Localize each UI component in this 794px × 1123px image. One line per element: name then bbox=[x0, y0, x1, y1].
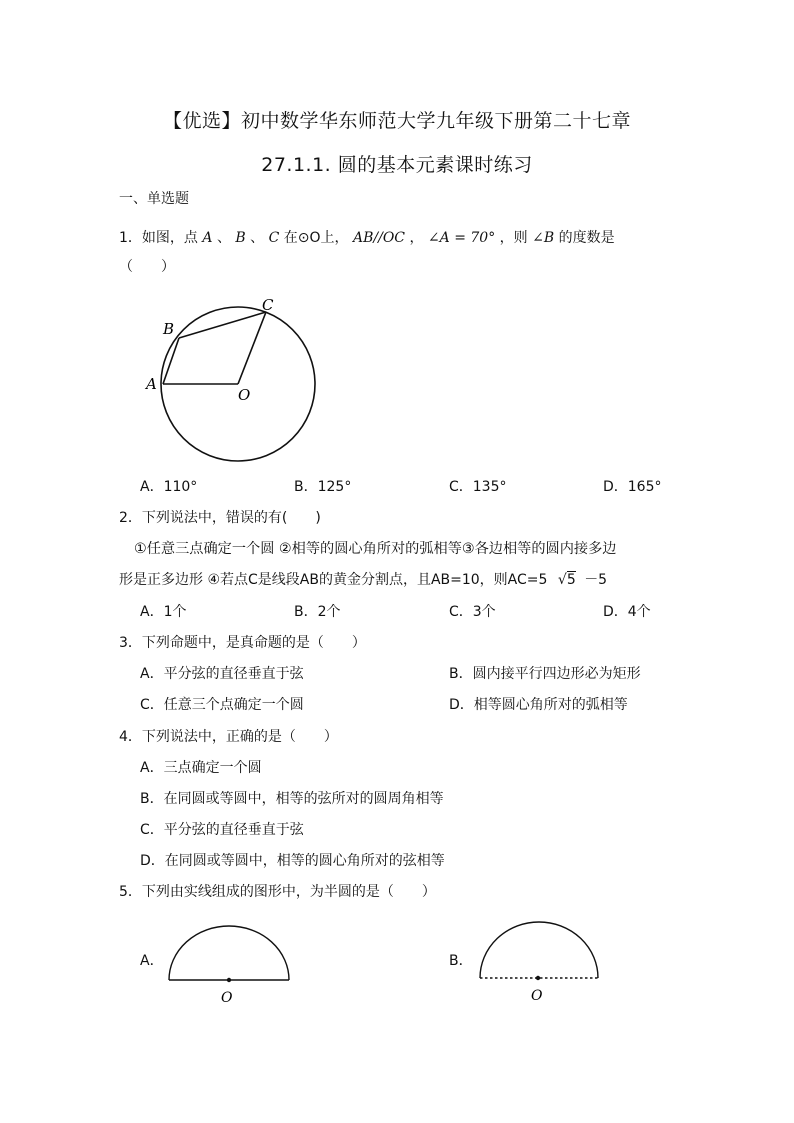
q3-option-b: B．圆内接平行四边形必为矩形 bbox=[449, 666, 641, 682]
q1-point-c: C bbox=[268, 230, 280, 246]
q4-option-b: B．在同圆或等圆中，相等的弦所对的圆周角相等 bbox=[140, 791, 444, 807]
q1-option-b: B．125° bbox=[294, 479, 352, 495]
q1-comma: ， bbox=[409, 230, 424, 246]
q1-suffix: 的度数是 bbox=[558, 230, 615, 246]
label-b: B bbox=[163, 320, 175, 338]
q1-sep-2: 、 bbox=[250, 230, 265, 246]
q5-option-b-label: B． bbox=[449, 953, 473, 969]
q2-line2-end: －5 bbox=[584, 572, 608, 588]
document-title-line2: 27.1.1. 圆的基本元素课时练习 bbox=[261, 154, 533, 176]
q3-option-d: D．相等圆心角所对的弧相等 bbox=[449, 697, 628, 713]
q2-line2-text: 形是正多边形 ④若点C是线段AB的黄金分割点，且AB=10，则AC=5 bbox=[119, 572, 548, 588]
q2-statement-line1: ①任意三点确定一个圆 ②相等的圆心角所对的弧相等③各边相等的圆内接多边 bbox=[134, 541, 617, 557]
q1-parallel: AB//OC bbox=[352, 230, 406, 246]
center-dot-b bbox=[536, 976, 540, 980]
q5-option-a-label: A． bbox=[140, 953, 164, 969]
question-1-stem bbox=[119, 228, 615, 248]
q2-statement-line2 bbox=[119, 570, 607, 590]
q1-sep-1: 、 bbox=[216, 230, 231, 246]
q3-option-a: A．平分弦的直径垂直于弦 bbox=[140, 666, 304, 682]
question-4-stem: 4．下列说法中，正确的是（ ） bbox=[119, 729, 338, 745]
q2-option-a: A．1个 bbox=[140, 604, 187, 620]
q1-answer-paren: （ ） bbox=[119, 259, 175, 275]
center-dot-a bbox=[227, 978, 231, 982]
q1-angle-b: ∠B bbox=[532, 230, 555, 246]
q1-circle-figure bbox=[140, 292, 320, 472]
q5-option-b-figure bbox=[475, 914, 605, 1004]
section-heading: 一、单选题 bbox=[119, 191, 189, 207]
semicircle-arc-b bbox=[480, 922, 598, 978]
label-a: A bbox=[146, 375, 157, 393]
q2-sqrt: √5 bbox=[557, 572, 576, 588]
q1-option-a: A．110° bbox=[140, 479, 198, 495]
q2-radicand: 5 bbox=[566, 572, 576, 588]
q1-option-d: D．165° bbox=[603, 479, 662, 495]
q5-option-a-figure bbox=[165, 918, 295, 1008]
q1-option-c: C．135° bbox=[449, 479, 507, 495]
q4-option-c: C．平分弦的直径垂直于弦 bbox=[140, 822, 304, 838]
q4-option-d: D．在同圆或等圆中，相等的圆心角所对的弦相等 bbox=[140, 853, 445, 869]
segment-oc bbox=[238, 312, 266, 384]
q1-point-a: A bbox=[202, 230, 213, 246]
q2-option-d: D．4个 bbox=[603, 604, 651, 620]
question-3-stem: 3．下列命题中，是真命题的是（ ） bbox=[119, 635, 366, 651]
q1-then: ，则 bbox=[499, 230, 528, 246]
q2-option-c: C．3个 bbox=[449, 604, 496, 620]
q1-prefix: 1．如图，点 bbox=[119, 230, 198, 246]
q1-angle-a: ∠A = 70° bbox=[427, 230, 496, 246]
q2-option-b: B．2个 bbox=[294, 604, 341, 620]
document-title-line1: 【优选】初中数学华东师范大学九年级下册第二十七章 bbox=[162, 110, 631, 132]
segment-bc bbox=[179, 312, 266, 338]
label-o: O bbox=[238, 386, 251, 404]
q4-option-a: A．三点确定一个圆 bbox=[140, 760, 262, 776]
center-label-b: O bbox=[531, 988, 543, 1004]
question-2-stem: 2．下列说法中，错误的有( ) bbox=[119, 510, 321, 526]
label-c: C bbox=[262, 296, 274, 314]
semicircle-arc-a bbox=[169, 926, 289, 980]
center-label-a: O bbox=[221, 990, 233, 1006]
q3-option-c: C．任意三个点确定一个圆 bbox=[140, 697, 304, 713]
q1-on-circle: 在⊙O上， bbox=[283, 230, 349, 246]
q1-point-b: B bbox=[235, 230, 246, 246]
question-5-stem: 5．下列由实线组成的图形中，为半圆的是（ ） bbox=[119, 884, 436, 900]
